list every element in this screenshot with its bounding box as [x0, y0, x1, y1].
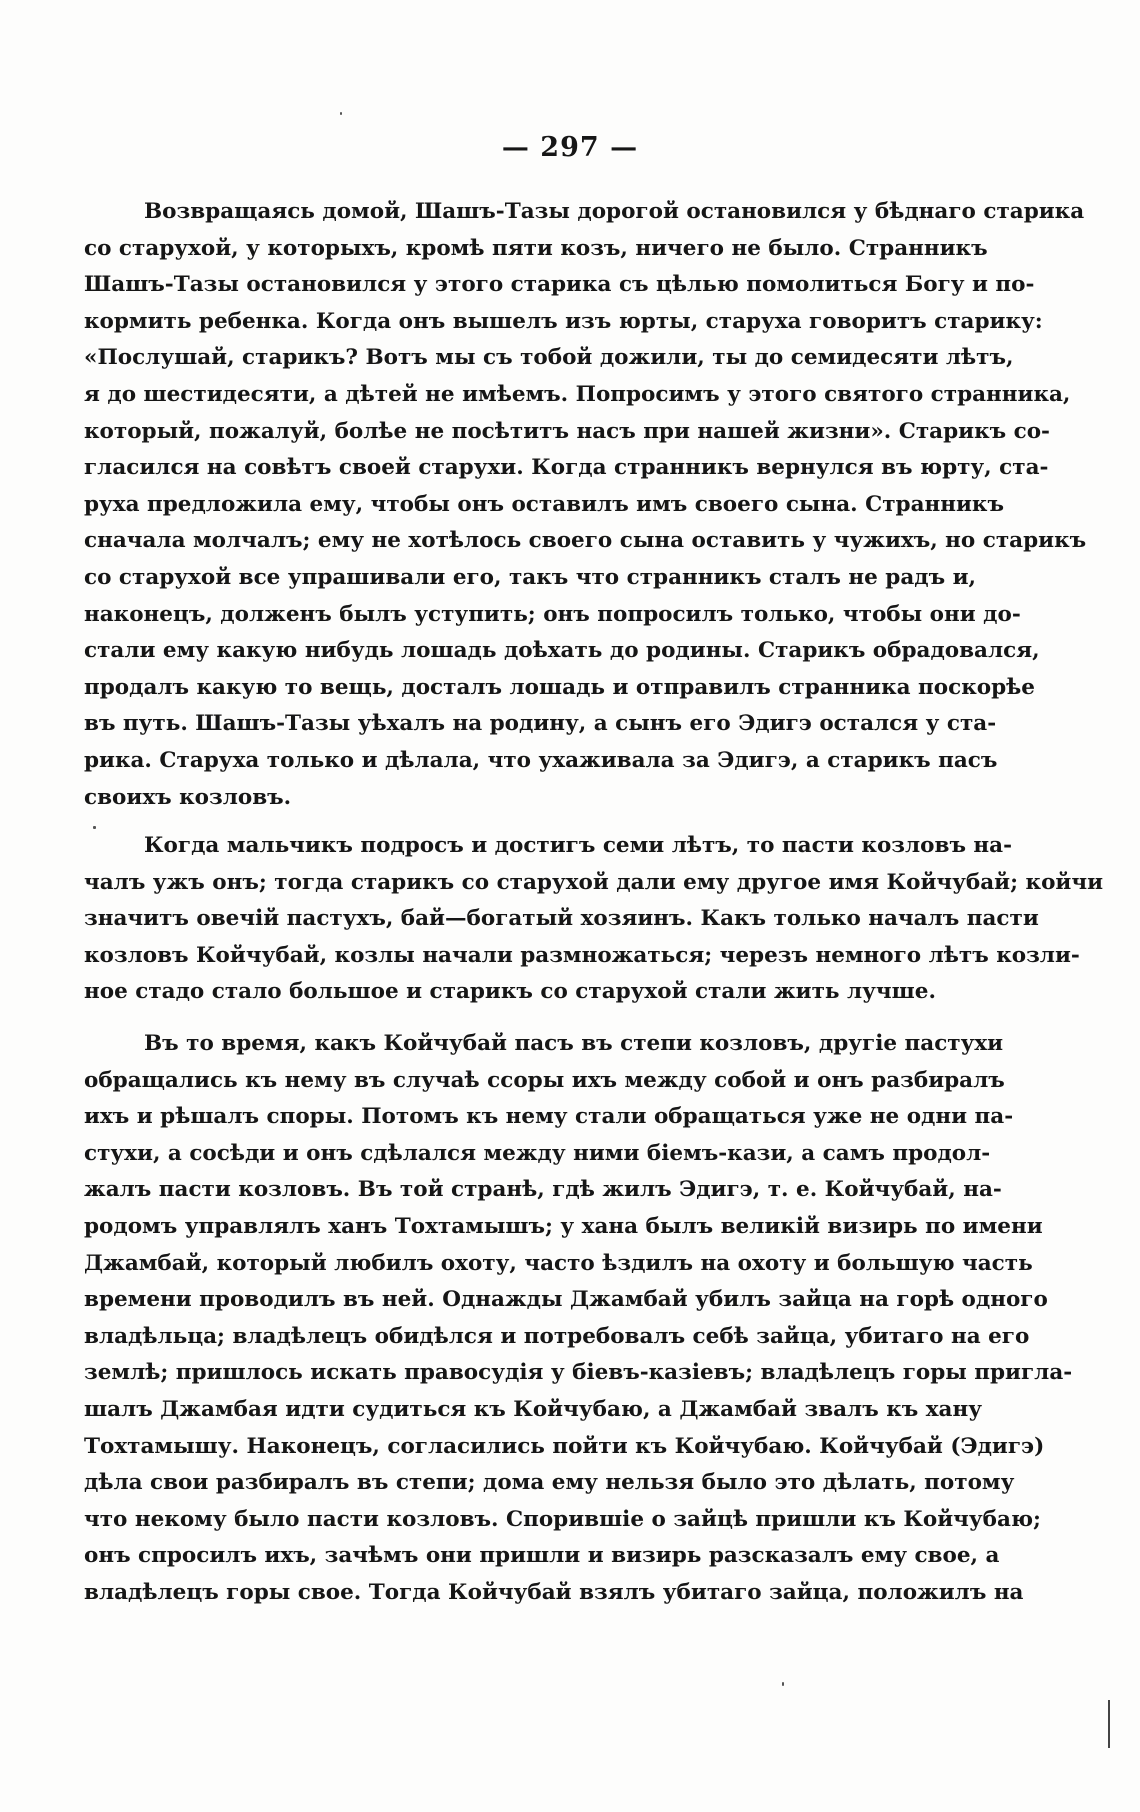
text-line: рика. Старуха только и дѣлала, что ухаживала за Эдигэ, а старикъ пасъ	[84, 747, 998, 773]
text-line: «Послушай, старикъ? Вотъ мы съ тобой дожили, ты до семидесяти лѣтъ,	[84, 345, 1014, 371]
text-line: владѣлецъ горы свое. Тогда Койчубай взялъ убитаго зайца, положилъ на	[84, 1579, 1024, 1605]
paragraph-1-body	[84, 194, 1087, 816]
text-line: что некому было пасти козловъ. Спорившіе о зайцѣ пришли къ Койчубаю;	[84, 1506, 1041, 1532]
text-line: ное стадо стало большое и старикъ со старухой стали жить лучше.	[84, 979, 936, 1005]
text-line: онъ спросилъ ихъ, зачѣмъ они пришли и визирь разсказалъ ему свое, а	[84, 1543, 1000, 1569]
text-line: продалъ какую то вещь, досталъ лошадь и отправилъ странника поскорѣе	[84, 674, 1035, 700]
text-line: гласился на совѣтъ своей старухи. Когда странникъ вернулся въ юрту, ста-	[84, 455, 1049, 481]
text-line: шалъ Джамбая идти судиться къ Койчубаю, а Джамбай звалъ къ хану	[84, 1396, 982, 1422]
text-line: владѣльца; владѣлецъ обидѣлся и потребовалъ себѣ зайца, убитаго на его	[84, 1323, 1030, 1349]
text-line: наконецъ, долженъ былъ уступить; онъ попросилъ только, чтобы они до-	[84, 601, 1021, 627]
text-line: стухи, а сосѣди и онъ сдѣлался между ними біемъ-кази, а самъ продол-	[84, 1140, 991, 1166]
text-line: дѣла свои разбиралъ въ степи; дома ему нельзя было это дѣлать, потому	[84, 1470, 1015, 1496]
text-line: я до шестидесяти, а дѣтей не имѣемъ. Попросимъ у этого святого странника,	[84, 381, 1071, 407]
text-line: сначала молчалъ; ему не хотѣлось своего сына оставить у чужихъ, но старикъ	[84, 528, 1087, 554]
text-line: Возвращаясь домой, Шашъ-Тазы дорогой остановился у бѣднаго старика	[144, 199, 1085, 224]
text-line: въ путь. Шашъ-Тазы уѣхалъ на родину, а сынъ его Эдигэ остался у ста-	[84, 711, 997, 737]
text-line: жалъ пасти козловъ. Въ той странѣ, гдѣ жилъ Эдигэ, т. е. Койчубай, на-	[84, 1177, 1002, 1203]
text-line: родомъ управлялъ ханъ Тохтамышъ; у хана былъ великій визирь по имени	[84, 1213, 1043, 1239]
text-line: ихъ и рѣшалъ споры. Потомъ къ нему стали обращаться уже не одни па-	[84, 1104, 1014, 1130]
text-line: Джамбай, который любилъ охоту, часто ѣздилъ на охоту и большую часть	[84, 1250, 1033, 1276]
text-line: чалъ ужъ онъ; тогда старикъ со старухой дали ему другое имя Койчубай; койчи	[84, 869, 1104, 895]
page-number: — 297 —	[501, 132, 639, 163]
text-line: стали ему какую нибудь лошадь доѣхать до родины. Старикъ обрадовался,	[84, 638, 1040, 664]
paragraph-1	[84, 194, 1087, 816]
text-line: Когда мальчикъ подросъ и достигъ семи лѣтъ, то пасти козловъ на-	[144, 833, 1013, 858]
text-line: Тохтамышу. Наконецъ, согласились пойти къ Койчубаю. Койчубай (Эдигэ)	[84, 1433, 1045, 1459]
text-line: козловъ Койчубай, козлы начали размножаться; черезъ немного лѣтъ козли-	[84, 942, 1080, 968]
text-line: своихъ козловъ.	[84, 784, 292, 810]
paragraph-3-body	[84, 1026, 1073, 1612]
scan-speck	[93, 826, 96, 829]
text-line: обращались къ нему въ случаѣ ссоры ихъ между собой и онъ разбиралъ	[84, 1067, 1005, 1093]
text-line: Въ то время, какъ Койчубай пасъ въ степи козловъ, другіе пастухи	[144, 1031, 1004, 1056]
text-line: значитъ овечій пастухъ, бай—богатый хозяинъ. Какъ только началъ пасти	[84, 906, 1039, 932]
text-line: времени проводилъ въ ней. Однажды Джамбай убилъ зайца на горѣ одного	[84, 1287, 1048, 1313]
text-line: Шашъ-Тазы остановился у этого старика съ цѣлью помолиться Богу и по-	[84, 272, 1035, 298]
paragraph-3	[84, 1026, 1073, 1612]
paragraph-2-body	[84, 828, 1104, 1011]
text-line: руха предложила ему, чтобы онъ оставилъ имъ своего сына. Странникъ	[84, 491, 1004, 517]
text-line: который, пожалуй, болѣе не посѣтитъ насъ при нашей жизни». Старикъ со-	[84, 418, 1050, 444]
scan-speck	[782, 1682, 784, 1686]
text-line: кормить ребенка. Когда онъ вышелъ изъ юрты, старуха говоритъ старику:	[84, 308, 1043, 334]
text-line: со старухой все упрашивали его, такъ что странникъ сталъ не радъ и,	[84, 564, 977, 590]
text-line: со старухой, у которыхъ, кромѣ пяти козъ, ничего не было. Странникъ	[84, 235, 988, 261]
scan-speck	[340, 112, 342, 115]
paragraph-2	[84, 828, 1104, 1011]
scan-edge-mark	[1108, 1700, 1110, 1748]
text-line: землѣ; пришлось искать правосудія у біевъ-казіевъ; владѣлецъ горы пригла-	[84, 1360, 1073, 1386]
